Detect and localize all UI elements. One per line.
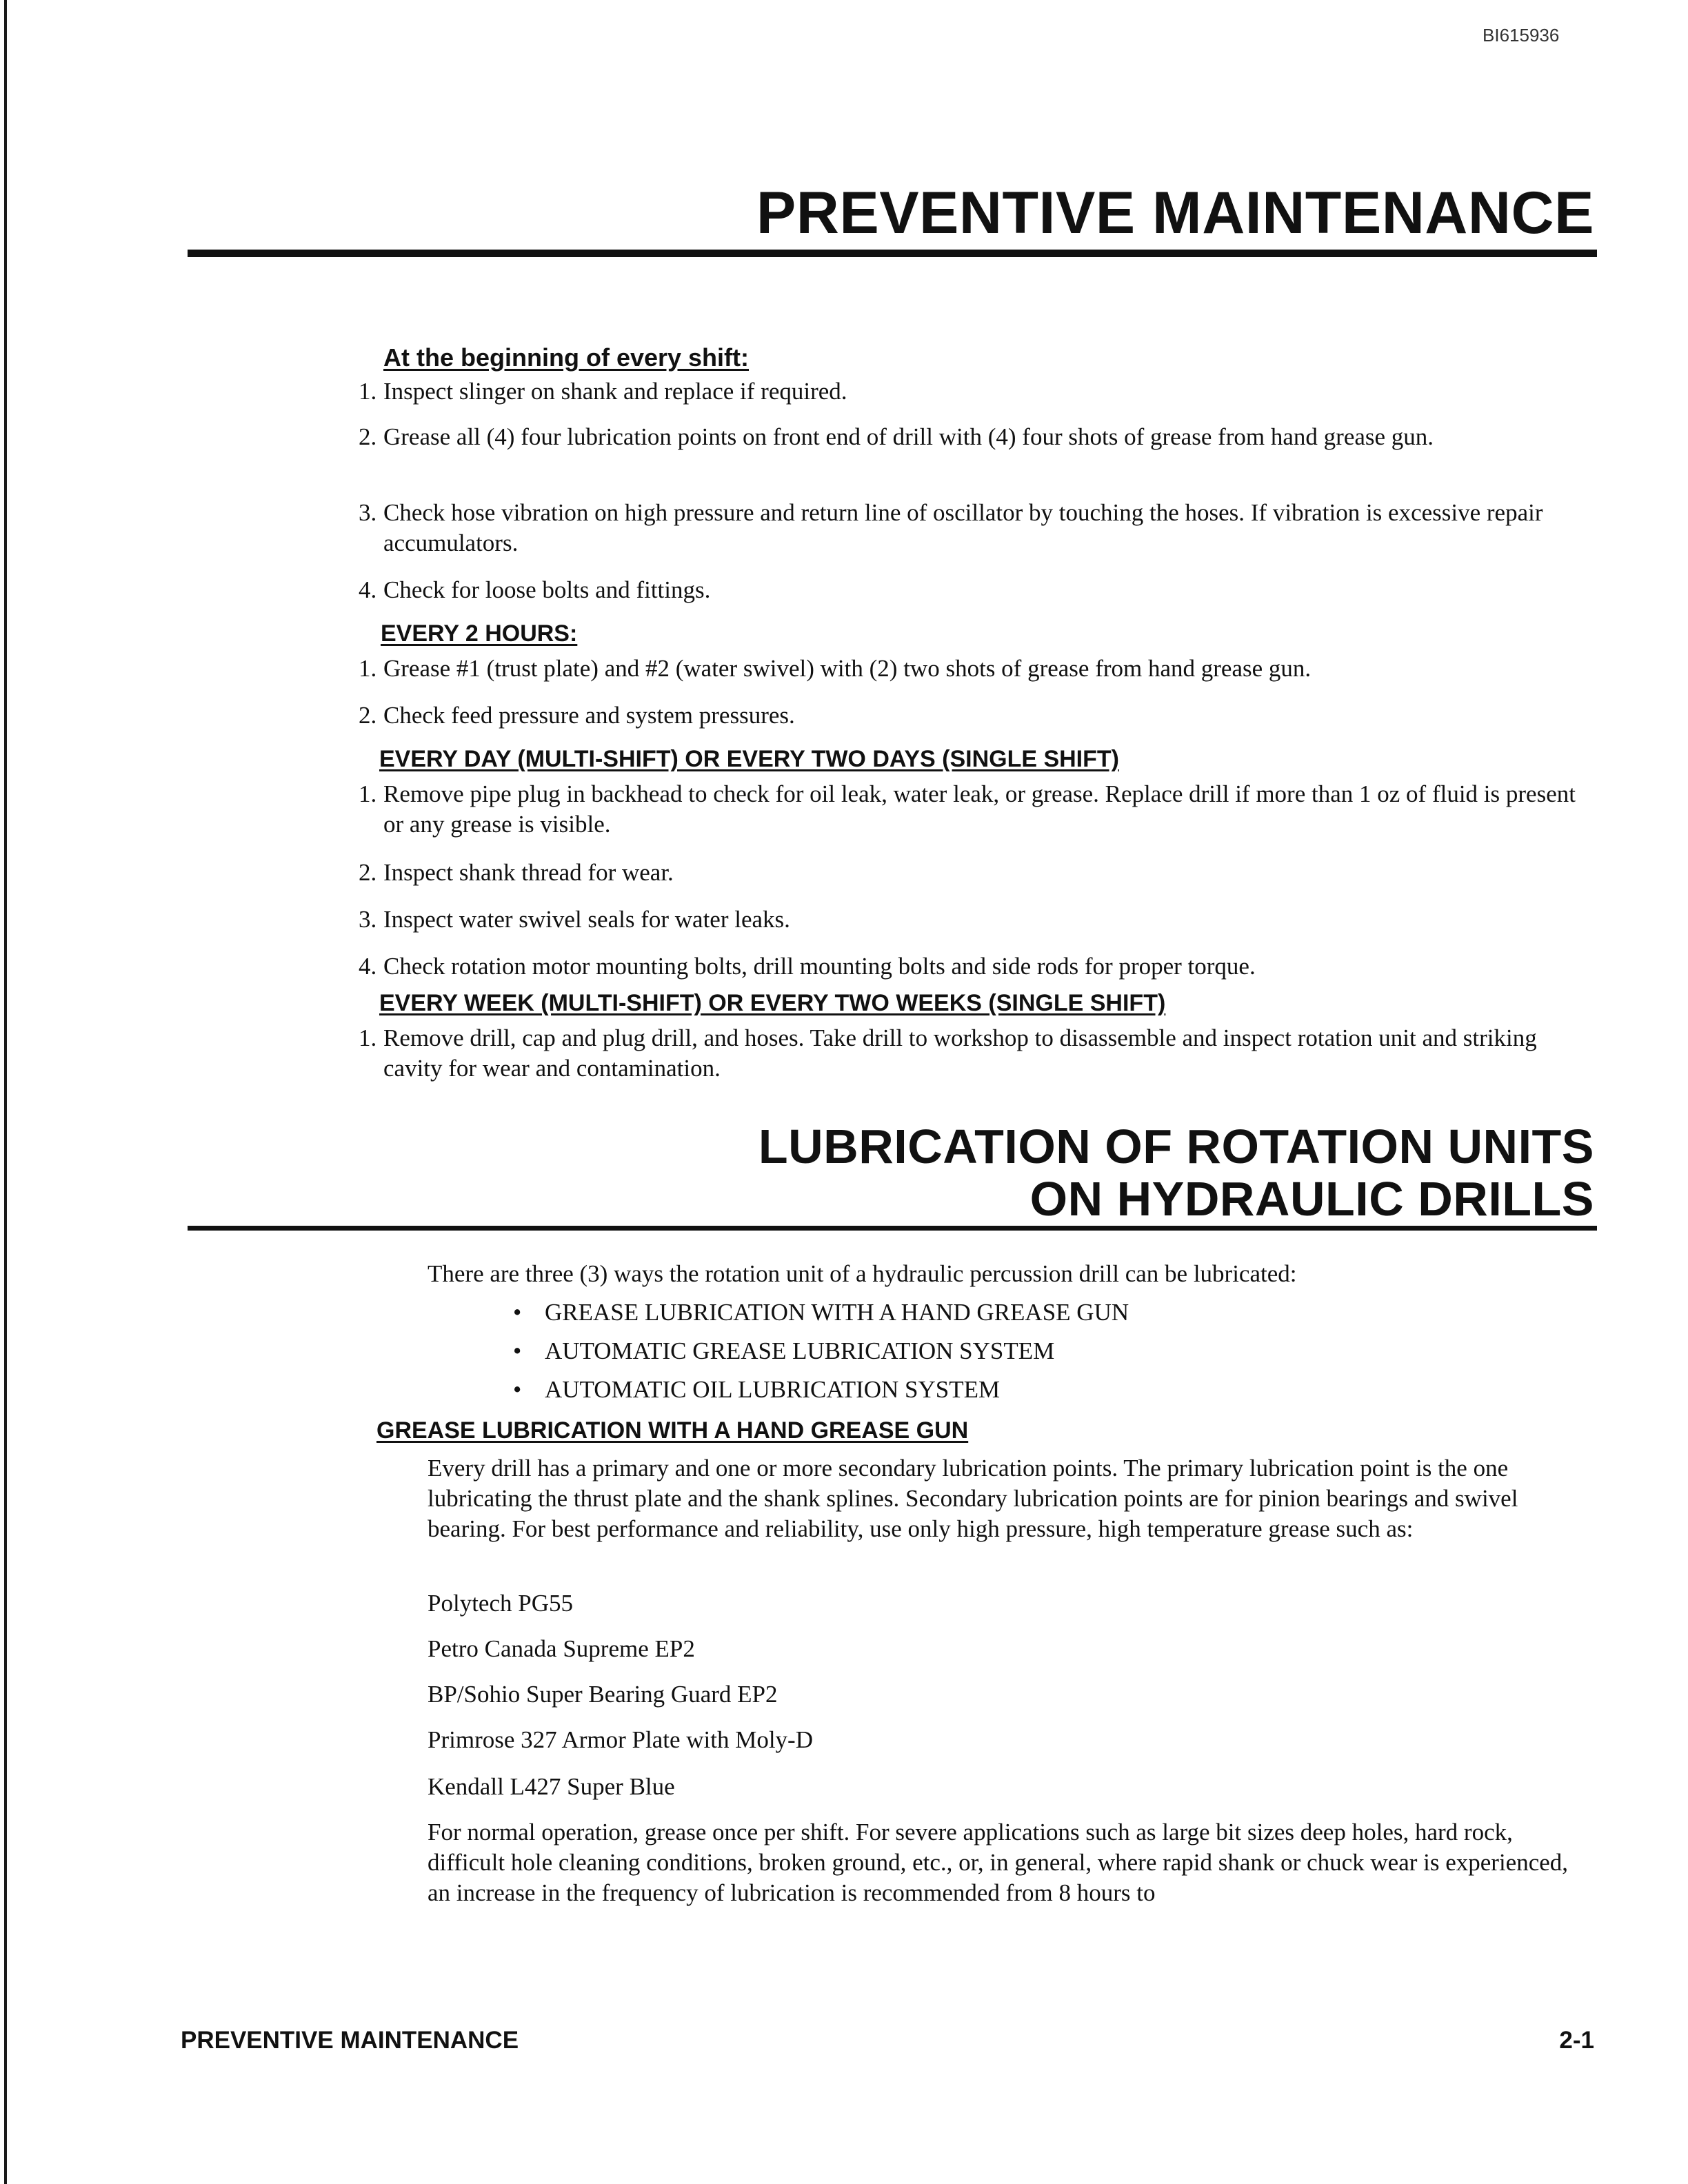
every-day-heading: EVERY DAY (MULTI-SHIFT) OR EVERY TWO DAYS (SINGLE SHIFT) [379,746,1119,772]
list-item [359,498,1583,558]
item-text: Check for loose bolts and fittings. [383,576,711,603]
grease-paragraph: Every drill has a primary and one or more secondary lubrication points. The primary lubrication point is the one lubricating the thrust plate and the shank splines. Secondary lubrication points are for pinion bearings and swivel bearing. For best performance and reliability, use only high pressure, high temperature grease such as: [428,1455,1518,1542]
section-title-rule [188,1226,1597,1231]
title-rule [188,250,1597,257]
list-item [359,1023,1583,1084]
item-number: 2. [359,702,377,729]
item-number: 1. [359,1024,377,1051]
list-item [359,779,1583,840]
item-number: 3. [359,499,377,526]
item-text: Remove pipe plug in backhead to check for oil leak, water leak, or grease. Replace drill if more than 1 oz of fluid is present or any grease is visible. [383,780,1576,838]
list-item [359,858,1583,888]
grease-heading: GREASE LUBRICATION WITH A HAND GREASE GUN [376,1417,969,1444]
bullet-dot: • [513,1299,522,1326]
bullet-item [513,1297,1129,1328]
grease-product: Polytech PG55 [428,1590,573,1617]
grease-product: BP/Sohio Super Bearing Guard EP2 [428,1681,778,1708]
shift-heading: At the beginning of every shift: [383,343,750,372]
item-text: Check hose vibration on high pressure and return line of oscillator by touching the hoses. If vibration is excessive repair accumulators. [383,499,1543,556]
bullet-dot: • [513,1376,522,1403]
item-number: 2. [359,859,377,886]
bullet-text: GREASE LUBRICATION WITH A HAND GREASE GUN [545,1299,1129,1326]
item-number: 3. [359,906,377,933]
section-title-line2: ON HYDRAULIC DRILLS [1029,1172,1594,1226]
bullet-text: AUTOMATIC GREASE LUBRICATION SYSTEM [545,1337,1055,1364]
item-text: Inspect slinger on shank and replace if required. [383,378,847,405]
item-text: Check rotation motor mounting bolts, drill mounting bolts and side rods for proper torque. [383,953,1256,980]
list-item [359,904,1583,935]
item-number: 1. [359,378,377,405]
item-number: 1. [359,780,377,807]
bullet-item [513,1375,1001,1405]
list-item [359,422,1583,452]
bullet-item [513,1336,1055,1366]
page-number: 2-1 [1559,2027,1594,2054]
list-item [359,951,1583,982]
list-item [359,654,1583,684]
intro-text: There are three (3) ways the rotation unit of a hydraulic percussion drill can be lubricated: [428,1260,1297,1287]
item-number: 1. [359,655,377,682]
scan-margin-line [4,0,7,2184]
grease-product: Petro Canada Supreme EP2 [428,1635,695,1662]
item-text: Check feed pressure and system pressures. [383,702,795,729]
item-number: 4. [359,576,377,603]
grease-product: Kendall L427 Super Blue [428,1773,675,1800]
bullet-text: AUTOMATIC OIL LUBRICATION SYSTEM [545,1376,1001,1403]
list-item [359,700,1583,731]
item-text: Grease #1 (trust plate) and #2 (water swivel) with (2) two shots of grease from hand grease gun. [383,655,1312,682]
frequency-paragraph: For normal operation, grease once per shift. For severe applications such as large bit sizes deep holes, hard rock, difficult hole cleaning conditions, broken ground, etc., or, in general, where rapid shank or chuck wear is experienced, an increase in the frequency of lubrication is recommended from 8 hours to [428,1819,1569,1906]
list-item [359,376,1583,407]
grease-product: Primrose 327 Armor Plate with Moly-D [428,1726,813,1753]
two-hours-heading: EVERY 2 HOURS: [381,620,578,647]
document-id: BI615936 [1483,25,1560,46]
every-week-heading: EVERY WEEK (MULTI-SHIFT) OR EVERY TWO WEEKS (SINGLE SHIFT) [379,990,1166,1016]
item-text: Remove drill, cap and plug drill, and hoses. Take drill to workshop to disassemble and inspect rotation unit and striking cavity for wear and contamination. [383,1024,1537,1082]
section-title-line1: LUBRICATION OF ROTATION UNITS [758,1120,1594,1173]
item-text: Grease all (4) four lubrication points on front end of drill with (4) four shots of grease from hand grease gun. [383,423,1434,450]
item-number: 2. [359,423,377,450]
list-item [359,575,1583,605]
bullet-dot: • [513,1337,522,1364]
item-number: 4. [359,953,377,980]
page-title: PREVENTIVE MAINTENANCE [756,180,1594,246]
footer-section-name: PREVENTIVE MAINTENANCE [181,2027,519,2054]
item-text: Inspect water swivel seals for water leaks. [383,906,790,933]
item-text: Inspect shank thread for wear. [383,859,674,886]
